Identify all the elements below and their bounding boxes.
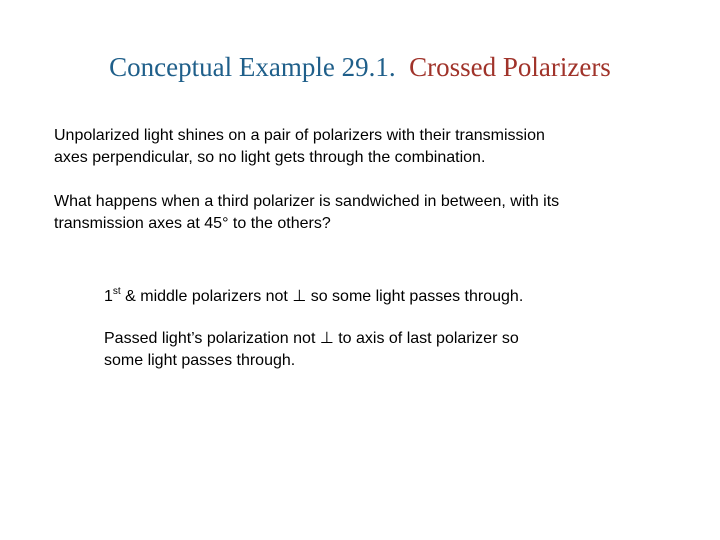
- title-example-number: Conceptual Example 29.1.: [109, 52, 396, 82]
- answer-point-2-line-2: some light passes through.: [104, 352, 296, 369]
- answer-point-1: [104, 286, 664, 308]
- answer-point-1-number: 1: [104, 288, 113, 305]
- problem-line-2: axes perpendicular, so no light gets through the combination.: [54, 149, 486, 166]
- slide-title: [0, 50, 720, 84]
- title-topic: Crossed Polarizers: [409, 52, 611, 82]
- answer-point-1-text: & middle polarizers not ⊥ so some light passes through.: [120, 288, 524, 305]
- problem-question: [54, 191, 674, 235]
- problem-line-1: Unpolarized light shines on a pair of polarizers with their transmission: [54, 127, 545, 144]
- answer-point-1-ordinal: st: [112, 285, 121, 297]
- answer-point-2-line-1: Passed light’s polarization not ⊥ to axis of last polarizer so: [104, 330, 519, 347]
- question-line-2: transmission axes at 45° to the others?: [54, 215, 331, 232]
- answer-point-2: [104, 328, 604, 372]
- question-line-1: What happens when a third polarizer is sandwiched in between, with its: [54, 193, 560, 210]
- problem-statement: [54, 125, 654, 169]
